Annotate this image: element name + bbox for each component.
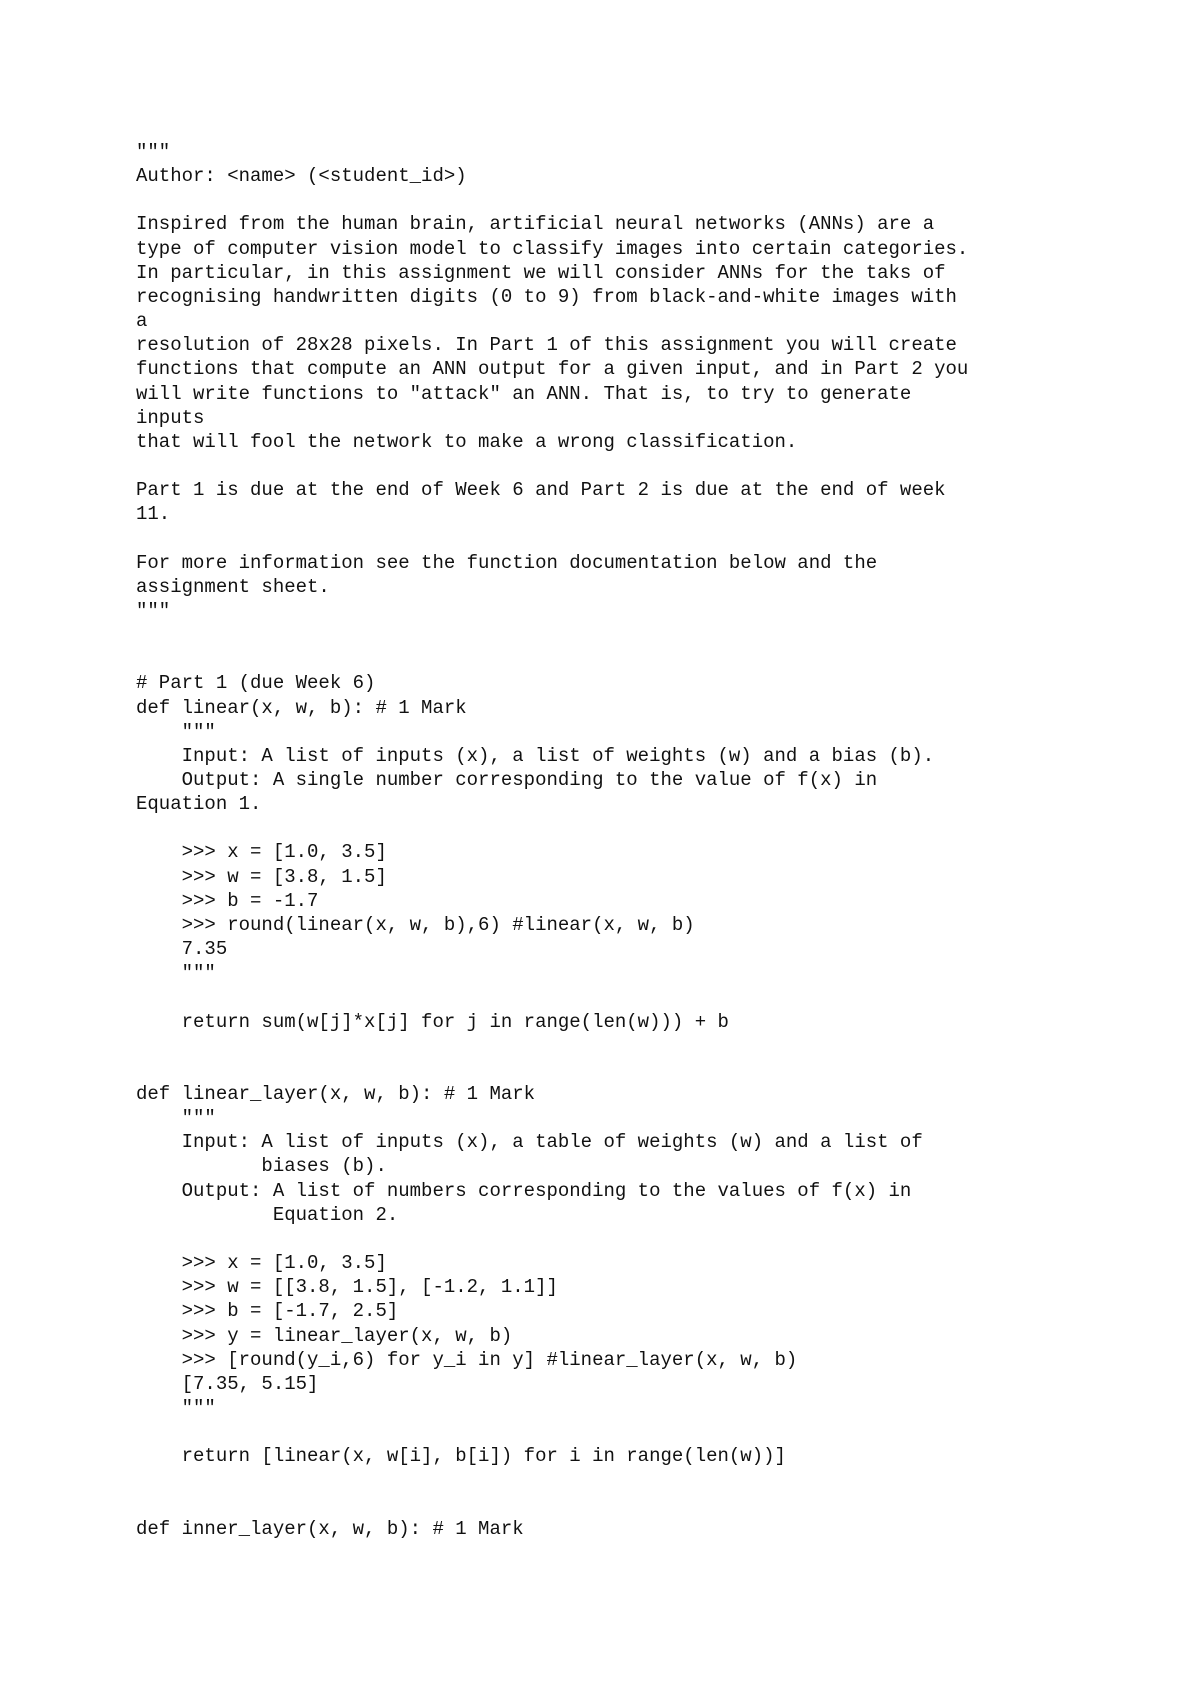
code-line: >>> y = linear_layer(x, w, b) — [136, 1324, 513, 1347]
code-line: def linear(x, w, b): # 1 Mark — [136, 696, 467, 719]
code-line — [136, 526, 968, 550]
code-line: """ — [136, 962, 216, 985]
code-line: 11. — [136, 503, 171, 526]
code-line: """ — [136, 599, 171, 622]
code-line: Author: <name> (<student_id>) — [136, 165, 467, 188]
code-line: # Part 1 (due Week 6) — [136, 672, 376, 695]
code-line: def inner_layer(x, w, b): # 1 Mark — [136, 1517, 524, 1540]
code-line — [136, 985, 968, 1009]
code-line: inputs — [136, 406, 205, 429]
code-line: Part 1 is due at the end of Week 6 and Part 2 is due at the end of week — [136, 479, 946, 502]
code-line: [7.35, 5.15] — [136, 1372, 319, 1395]
code-line: Inspired from the human brain, artificial neural networks (ANNs) are a — [136, 213, 935, 236]
code-line: Equation 1. — [136, 793, 262, 816]
code-line — [136, 1420, 968, 1444]
code-line: """ — [136, 1107, 216, 1130]
code-line: For more information see the function documentation below and the — [136, 551, 878, 574]
code-line: type of computer vision model to classify images into certain categories. — [136, 237, 969, 260]
code-line — [136, 1227, 968, 1251]
code-line: >>> x = [1.0, 3.5] — [136, 841, 387, 864]
code-line: recognising handwritten digits (0 to 9) from black-and-white images with — [136, 285, 957, 308]
code-line: assignment sheet. — [136, 575, 330, 598]
code-line: will write functions to "attack" an ANN. That is, to try to generate — [136, 382, 912, 405]
code-line: >>> x = [1.0, 3.5] — [136, 1252, 387, 1275]
code-line: def linear_layer(x, w, b): # 1 Mark — [136, 1082, 536, 1105]
code-line: >>> round(linear(x, w, b),6) #linear(x, w, b) — [136, 913, 695, 936]
code-line — [136, 1493, 968, 1517]
code-line: Input: A list of inputs (x), a list of weights (w) and a bias (b). — [136, 744, 935, 767]
code-line: biases (b). — [136, 1155, 387, 1178]
code-line: a — [136, 310, 148, 333]
code-line — [136, 816, 968, 840]
code-line: >>> w = [3.8, 1.5] — [136, 865, 387, 888]
code-line: Output: A list of numbers corresponding to the values of f(x) in — [136, 1179, 912, 1202]
code-line: >>> w = [[3.8, 1.5], [-1.2, 1.1]] — [136, 1276, 558, 1299]
code-line — [136, 1034, 968, 1058]
code-line: >>> b = [-1.7, 2.5] — [136, 1300, 399, 1323]
code-line — [136, 454, 968, 478]
code-line: functions that compute an ANN output for a given input, and in Part 2 you — [136, 358, 969, 381]
code-line — [136, 1058, 968, 1082]
code-line: """ — [136, 141, 171, 163]
code-line — [136, 647, 968, 671]
code-line: Output: A single number corresponding to the value of f(x) in — [136, 768, 878, 791]
code-line: that will fool the network to make a wrong classification. — [136, 430, 798, 453]
code-line: In particular, in this assignment we will consider ANNs for the taks of — [136, 261, 946, 284]
code-line: return sum(w[j]*x[j] for j in range(len(w))) + b — [136, 1010, 729, 1033]
code-line — [136, 623, 968, 647]
code-line: """ — [136, 720, 216, 743]
code-line — [136, 188, 968, 212]
code-line: return [linear(x, w[i], b[i]) for i in range(len(w))] — [136, 1445, 786, 1468]
code-line: 7.35 — [136, 938, 228, 961]
code-line: >>> b = -1.7 — [136, 889, 319, 912]
code-line: >>> [round(y_i,6) for y_i in y] #linear_layer(x, w, b) — [136, 1348, 798, 1371]
code-line: """ — [136, 1396, 216, 1419]
code-line: resolution of 28x28 pixels. In Part 1 of this assignment you will create — [136, 334, 957, 357]
code-line: Equation 2. — [136, 1203, 399, 1226]
code-line — [136, 1468, 968, 1492]
code-line: Input: A list of inputs (x), a table of weights (w) and a list of — [136, 1131, 923, 1154]
code-listing — [136, 140, 968, 1541]
